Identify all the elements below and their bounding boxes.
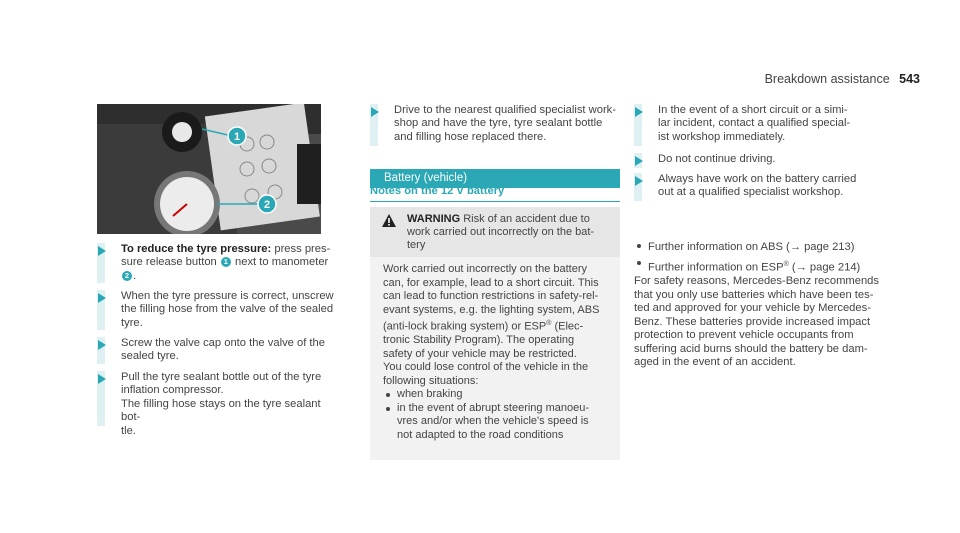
section-title: Battery (vehicle) (370, 169, 620, 188)
battery-recommendation: For safety reasons, Mercedes-Benz recommends that you only use batteries which have been tes- ted and approved for your vehicle by Mercedes- Benz. These batteries provide increased impact protection to prevent vehicle occupants from suffering acid burns should the battery be dam- aged in the event of an accident. (634, 275, 879, 368)
divider (370, 201, 620, 202)
page-link[interactable]: page 214) (809, 261, 861, 274)
step-arrow-icon (98, 340, 106, 350)
warning-text: You could lose control of the vehicle in the following situations: (383, 361, 589, 387)
warning-label: WARNING (407, 213, 461, 225)
step-arrow-icon (98, 246, 106, 256)
step-pull-bottle (97, 371, 337, 437)
step-text: press pres- sure release button (121, 243, 331, 269)
step-arrow-icon (635, 156, 643, 166)
step-text: When the tyre pressure is correct, unscrew the filling hose from the valve of the sealed tyre. (121, 290, 334, 329)
step-text: next to manometer (235, 256, 329, 269)
page-header (765, 72, 920, 86)
step-arrow-icon (98, 374, 106, 384)
page-link[interactable]: page 213) (804, 241, 855, 253)
step-text: Drive to the nearest qualified specialist work- shop and have the tyre, tyre sealant bottle and filling hose replaced there. (394, 104, 616, 143)
list-item: when braking (383, 388, 615, 402)
section-name: Breakdown assistance (764, 72, 890, 86)
step-text: Pull the tyre sealant bottle out of the tyre inflation compressor. The filling hose stays on the tyre sealant bot- tle. (121, 371, 322, 437)
ref-1: 1 (221, 257, 231, 267)
step-arrow-icon (98, 293, 106, 303)
step-reduce-pressure: To reduce the tyre pressure: press pres- sure release button 1 next to manometer 2 . (97, 243, 337, 283)
arrow-icon: → (795, 261, 807, 274)
warning-header (370, 207, 620, 257)
step-lead: To reduce the tyre pressure: (121, 243, 272, 255)
warning-text: Work carried out incorrectly on the battery can, for example, lead to a short circuit. This can lead to function restrictions in safety-rel- evant systems, e.g. the lighting system, ABS (anti-lock braking system) or ESP (383, 263, 600, 333)
arrow-icon: → (789, 241, 801, 253)
warning-heading: Risk of an accident due to work carried out incorrectly on the bat- tery (407, 213, 595, 252)
list-item: in the event of abrupt steering manoeu- vres and/or when the vehicle's speed is not adapted to the road conditions (383, 402, 615, 443)
warning-icon (382, 214, 396, 227)
warning-body: Work carried out incorrectly on the battery can, for example, lead to a short circuit. This can lead to function restrictions in safety-rel- evant systems, e.g. the lighting system, ABS (anti-lock braking system) or ESP® (Elec- tronic Stability Program). The operating safety of your vehicle may be restricted. You could lose control of the vehicle in the following situations: when braking in the event of abrupt steering manoeu- vres and/or when the vehicle's speed is not adapted to the road conditions (383, 263, 615, 442)
step-arrow-icon (635, 176, 643, 186)
step-text: Screw the valve cap onto the valve of the sealed tyre. (121, 337, 325, 363)
step-drive-workshop (370, 104, 630, 146)
step-arrow-icon (635, 107, 643, 117)
page-number: 543 (899, 72, 920, 86)
reference-list (634, 239, 934, 277)
callout-2: 2 (263, 199, 271, 211)
step-short-circuit (634, 104, 904, 146)
step-unscrew-hose (97, 290, 337, 330)
step-text: In the event of a short circuit or a simi- lar incident, contact a qualified special- ist workshop immediately. (658, 104, 851, 143)
step-workshop (634, 173, 904, 201)
warning-bullets (383, 388, 615, 442)
callout-1: 1 (233, 131, 241, 143)
list-item: Further information on ABS (→ page 213) (634, 239, 934, 256)
compressor-photo (97, 104, 321, 234)
subsection-title: Notes on the 12 V battery (370, 185, 505, 197)
step-arrow-icon (371, 107, 379, 117)
list-item: Further information on ESP® (→ page 214) (634, 256, 934, 277)
step-screw-cap (97, 337, 337, 364)
step-no-driving (634, 153, 904, 168)
warning-text: (Elec- tronic Stability Program). The operating safety of your vehicle may be restricted. (383, 320, 584, 360)
ref-2: 2 (122, 271, 132, 281)
step-text: Do not continue driving. (658, 153, 776, 165)
step-text: Always have work on the battery carried out at a qualified specialist workshop. (658, 173, 857, 199)
